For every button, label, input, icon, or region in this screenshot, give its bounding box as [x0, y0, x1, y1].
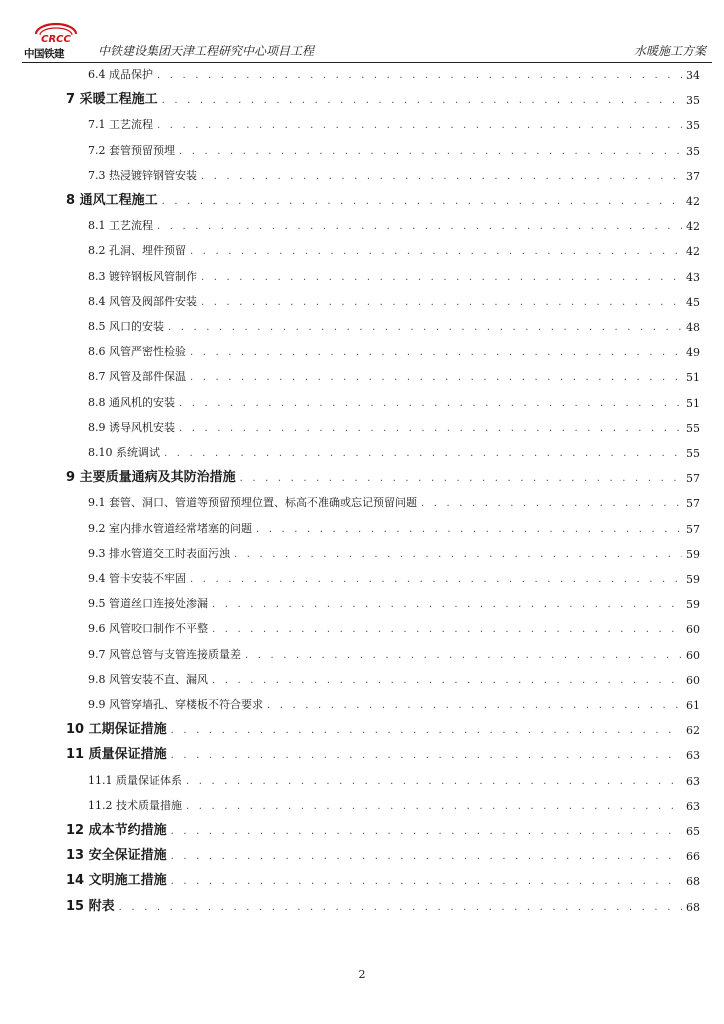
toc-dot-leader: [179, 398, 682, 410]
toc-entry-label: 7.3 热浸镀锌钢管安装: [88, 168, 197, 182]
toc-chapter-row[interactable]: [0, 820, 724, 838]
toc-dot-leader: [162, 196, 682, 208]
toc-section-row[interactable]: [0, 568, 724, 586]
toc-page-number: 37: [686, 169, 700, 183]
toc-page-number: 57: [686, 472, 700, 486]
toc-page-number: 35: [686, 119, 700, 133]
toc-page-number: 62: [686, 724, 700, 738]
toc-chapter-row[interactable]: [0, 467, 724, 485]
page-number: 2: [358, 968, 366, 981]
toc-entry-label: 9.9 风管穿墙孔、穿楼板不符合要求: [88, 698, 263, 711]
toc-chapter-row[interactable]: [0, 744, 724, 762]
toc-dot-leader: [171, 826, 682, 838]
toc-entry-label: 15 附表: [66, 898, 115, 914]
toc-section-row[interactable]: [0, 266, 724, 284]
toc-dot-leader: [157, 70, 682, 82]
toc-entry-label: 11 质量保证措施: [66, 747, 167, 763]
toc-entry-label: 13 安全保证措施: [66, 848, 167, 864]
toc-dot-leader: [201, 272, 682, 284]
toc-chapter-row[interactable]: [0, 896, 724, 914]
toc-dot-leader: [201, 171, 682, 183]
toc-dot-leader: [212, 599, 682, 611]
toc-page-number: 55: [686, 421, 700, 435]
toc-entry-label: 8.2 孔洞、埋件预留: [88, 244, 186, 258]
toc-section-row[interactable]: [0, 593, 724, 611]
toc-entry-label: 11.2 技术质量措施: [88, 798, 182, 812]
toc-page-number: 49: [686, 346, 700, 360]
toc-dot-leader: [162, 95, 682, 107]
toc-dot-leader: [157, 221, 682, 233]
toc-section-row[interactable]: [0, 618, 724, 636]
toc-dot-leader: [179, 423, 682, 435]
toc-section-row[interactable]: [0, 316, 724, 334]
toc-entry-label: 7.1 工艺流程: [88, 118, 153, 132]
toc-page-number: 63: [686, 749, 700, 763]
toc-page-number: 42: [686, 195, 700, 208]
toc-dot-leader: [201, 297, 682, 309]
toc-section-row[interactable]: [0, 694, 724, 712]
toc-dot-leader: [171, 876, 682, 888]
toc-dot-leader: [190, 372, 682, 384]
toc-section-row[interactable]: [0, 770, 724, 788]
toc-entry-label: 8.4 风管及阀部件安装: [88, 294, 197, 308]
toc-dot-leader: [234, 549, 682, 561]
toc-dot-leader: [171, 750, 682, 762]
toc-dot-leader: [190, 574, 682, 586]
toc-page-number: 60: [686, 673, 700, 687]
toc-entry-label: 8.1 工艺流程: [88, 219, 153, 233]
toc-chapter-row[interactable]: [0, 89, 724, 107]
toc-entry-label: 6.4 成品保护: [88, 68, 153, 81]
toc-entry-label: 12 成本节约措施: [66, 823, 167, 838]
toc-entry-label: 11.1 质量保证体系: [88, 773, 182, 787]
toc-dot-leader: [171, 725, 682, 737]
toc-page-number: 35: [686, 144, 700, 158]
toc-page-number: 59: [686, 573, 700, 586]
logo-text: 中国铁建: [24, 48, 64, 60]
toc-entry-label: 9.7 风管总管与支管连接质量差: [88, 647, 241, 661]
header-project-title: 中铁建设集团天津工程研究中心项目工程: [98, 44, 315, 58]
toc-entry-label: 9.8 风管安装不直、漏风: [88, 672, 208, 686]
toc-section-row[interactable]: [0, 417, 724, 435]
toc-section-row[interactable]: [0, 442, 724, 460]
toc-entry-label: 8.7 风管及部件保温: [88, 370, 186, 384]
toc-entry-label: 10 工期保证措施: [66, 722, 167, 738]
toc-section-row[interactable]: [0, 291, 724, 309]
toc-dot-leader: [179, 146, 682, 158]
toc-section-row[interactable]: [0, 215, 724, 233]
toc-entry-label: 8.5 风口的安装: [88, 320, 164, 333]
toc-entry-label: 8.3 镀锌钢板风管制作: [88, 269, 197, 283]
toc-page-number: 48: [686, 321, 700, 334]
toc-page-number: 65: [686, 825, 700, 838]
toc-entry-label: 8.10 系统调试: [88, 446, 160, 459]
toc-page-number: 66: [686, 850, 700, 864]
toc-dot-leader: [164, 448, 682, 460]
toc-section-row[interactable]: [0, 165, 724, 183]
toc-page-number: 60: [686, 623, 700, 637]
toc-page-number: 42: [686, 220, 700, 234]
toc-page-number: 55: [686, 447, 700, 460]
toc-page-number: 63: [686, 774, 700, 788]
toc-page-number: 43: [686, 270, 700, 284]
toc-page-number: 45: [686, 295, 700, 309]
toc-dot-leader: [190, 246, 682, 258]
toc-dot-leader: [267, 700, 682, 712]
header-document-title: 水暖施工方案: [633, 44, 706, 58]
toc-section-row[interactable]: [0, 795, 724, 813]
toc-section-row[interactable]: [0, 644, 724, 662]
toc-chapter-row[interactable]: [0, 719, 724, 737]
toc-entry-label: 8.9 诱导风机安装: [88, 420, 175, 434]
toc-entry-label: 7 采暖工程施工: [66, 92, 158, 108]
toc-dot-leader: [157, 120, 682, 132]
toc-section-row[interactable]: [0, 492, 724, 510]
toc-dot-leader: [186, 801, 682, 813]
toc-section-row[interactable]: [0, 543, 724, 561]
svg-text:CRCC: CRCC: [41, 34, 71, 45]
toc-section-row[interactable]: [0, 518, 724, 536]
toc-entry-label: 8 通风工程施工: [66, 193, 158, 208]
toc-chapter-row[interactable]: [0, 870, 724, 888]
toc-dot-leader: [168, 322, 682, 334]
toc-dot-leader: [186, 776, 682, 788]
toc-section-row[interactable]: [0, 114, 724, 132]
toc-chapter-row[interactable]: [0, 190, 724, 208]
toc-dot-leader: [212, 675, 682, 687]
toc-section-row[interactable]: [0, 341, 724, 359]
toc-dot-leader: [171, 851, 682, 863]
toc-dot-leader: [119, 902, 682, 914]
toc-page-number: 60: [686, 648, 700, 662]
toc-page-number: 42: [686, 245, 700, 259]
toc-entry-label: 9 主要质量通病及其防治措施: [66, 470, 236, 486]
toc-entry-label: 9.2 室内排水管道经常堵塞的问题: [88, 521, 252, 535]
toc-entry-label: 9.4 管卡安装不牢固: [88, 572, 186, 585]
toc-entry-label: 8.8 通风机的安装: [88, 395, 175, 409]
toc-section-row[interactable]: [0, 366, 724, 384]
toc-entry-label: 14 文明施工措施: [66, 873, 167, 889]
toc-section-row[interactable]: [0, 669, 724, 687]
toc-dot-leader: [421, 498, 682, 510]
toc-entry-label: 9.5 管道丝口连接处渗漏: [88, 597, 208, 611]
toc-page-number: 57: [686, 497, 700, 511]
toc-entry-label: 9.1 套管、洞口、管道等预留预埋位置、标高不准确或忘记预留问题: [88, 496, 417, 510]
toc-dot-leader: [240, 473, 682, 485]
toc-page-number: 59: [686, 598, 700, 612]
toc-entry-label: 9.6 风管咬口制作不平整: [88, 622, 208, 636]
toc-entry-label: 7.2 套管预留预埋: [88, 143, 175, 157]
toc-page-number: 35: [686, 94, 700, 108]
toc-section-row[interactable]: [0, 240, 724, 258]
toc-dot-leader: [245, 650, 682, 662]
toc-dot-leader: [256, 524, 682, 536]
toc-dot-leader: [212, 624, 682, 636]
toc-page-number: 51: [686, 396, 700, 410]
toc-entry-label: 9.3 排水管道交工时表面污浊: [88, 546, 230, 560]
toc-page-number: 63: [686, 799, 700, 813]
toc-dot-leader: [190, 347, 682, 359]
toc-section-row[interactable]: [0, 140, 724, 158]
toc-page-number: 57: [686, 522, 700, 536]
toc-section-row[interactable]: [0, 64, 724, 82]
toc-page-number: 34: [686, 69, 700, 82]
toc-chapter-row[interactable]: [0, 845, 724, 863]
toc-entry-label: 8.6 风管严密性检验: [88, 345, 186, 359]
toc-section-row[interactable]: [0, 392, 724, 410]
toc-page-number: 68: [686, 875, 700, 889]
toc-page-number: 68: [686, 900, 700, 914]
toc-page-number: 61: [686, 699, 700, 712]
toc-page-number: 59: [686, 547, 700, 561]
toc-page-number: 51: [686, 371, 700, 385]
